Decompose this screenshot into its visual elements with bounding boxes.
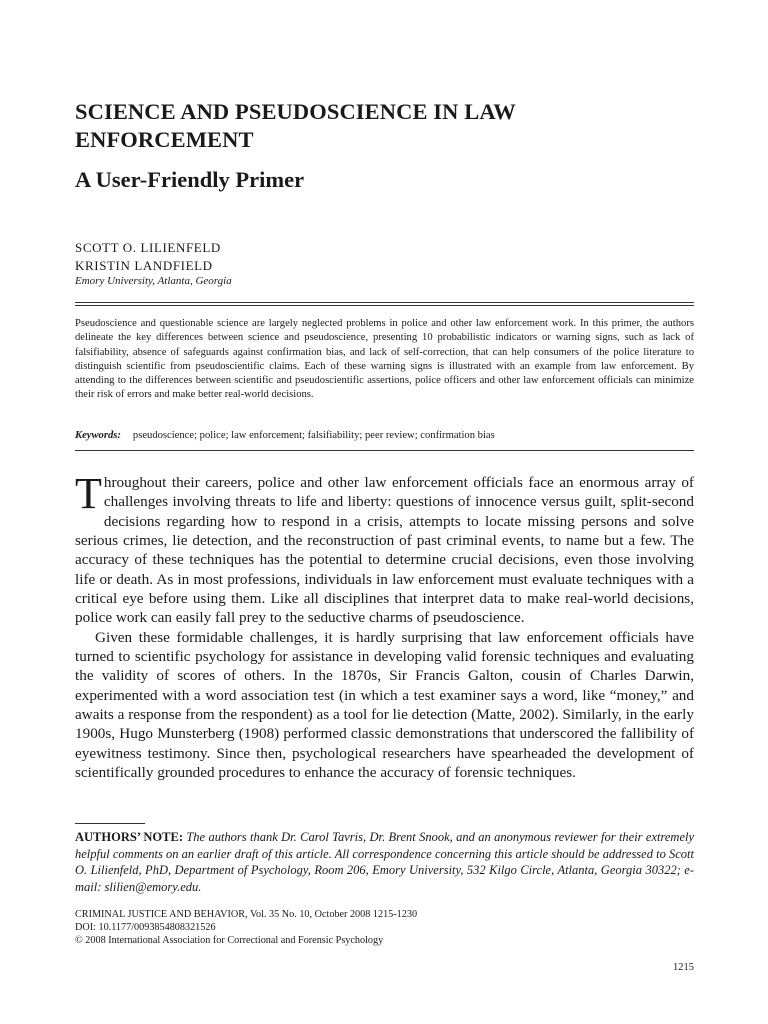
- abstract-top-rule: [75, 302, 694, 303]
- author-name: SCOTT O. LILIENFELD: [75, 240, 221, 255]
- page-number: 1215: [673, 962, 694, 973]
- author-name: KRISTIN LANDFIELD: [75, 258, 213, 273]
- author-affiliation: Emory University, Atlanta, Georgia: [75, 275, 232, 287]
- authors-note-text: The authors thank Dr. Carol Tavris, Dr. Brent Snook, and an anonymous reviewer for their extremely helpful comments on an earlier draft of this article. All correspondence concerning this article should be addressed to Scott O. Lilienfeld, PhD, Department of Psychology, Room 206, Emory University, 532 Kilgo Circle, Atlanta, Georgia 30322; e-mail: slilien@emory.edu.: [75, 830, 695, 894]
- body-paragraph: Given these formidable challenges, it is hardly surprising that law enforcement officials have turned to scientific psychology for assistance in developing valid forensic techniques and evaluating the validity of scores of others. In the 1870s, Sir Francis Galton, cousin of Charles Darwin, experimented with a word association test (in which a test examiner says a word, like “money,” and awaits a response from the respondent) as a tool for lie detection (Matte, 2002). Similarly, in the early 1900s, Hugo Munsterberg (1908) performed classic demonstrations that underscored the fallibility of eyewitness testimony. Since then, psychological researchers have spearheaded the development of scientifically grounded procedures to enhance the accuracy of forensic techniques.: [75, 628, 694, 782]
- article-subtitle: A User-Friendly Primer: [75, 167, 305, 192]
- keywords-label: Keywords:: [75, 430, 121, 441]
- drop-cap: T: [75, 469, 102, 518]
- article-title: SCIENCE AND PSEUDOSCIENCE IN LAW ENFORCEMENT: [75, 99, 516, 152]
- paragraph-text: hroughout their careers, police and other law enforcement officials face an enormous array of challenges involving threats to life and liberty: questions of innocence versus guilt, split-second decisions regarding how to respond in a crisis, attempts to locate missing persons and solve serious crimes, lie detection, and the reconstruction of past criminal events, to name but a few. The accuracy of these techniques has the potential to determine crucial decisions, even those involving life or death. As in most professions, individuals in law enforcement must evaluate techniques with a critical eye before using them. Like all disciplines that interpret data to make real-world decisions, police work can easily fall prey to the seductive charms of pseudoscience.: [75, 474, 694, 627]
- authors-note: [75, 829, 694, 895]
- keywords-text: pseudoscience; police; law enforcement; falsifiability; peer review; confirmation bias: [132, 430, 495, 441]
- authors-note-label: AUTHORS’ NOTE:: [75, 830, 183, 844]
- journal-citation: CRIMINAL JUSTICE AND BEHAVIOR, Vol. 35 No. 10, October 2008 1215-1230: [75, 909, 418, 920]
- footnote-rule: [75, 823, 145, 824]
- journal-info: [75, 909, 575, 947]
- body-paragraph: [75, 469, 694, 628]
- journal-doi: DOI: 10.1177/0093854808321526: [75, 921, 216, 933]
- article-body: [75, 469, 694, 783]
- keywords: [75, 429, 694, 443]
- journal-copyright: © 2008 International Association for Correctional and Forensic Psychology: [75, 934, 384, 946]
- abstract-bottom-rule: [75, 450, 694, 451]
- abstract: Pseudoscience and questionable science are largely neglected problems in police and other law enforcement work. In this primer, the authors delineate the key differences between science and pseudoscience, presenting 10 probabilistic indicators or warning signs, such as lack of falsifiability, absence of safeguards against confirmation bias, and lack of self-correction, that can help consumers of the police literature to distinguish scientific from pseudoscientific claims. Each of these warning signs is illustrated with an example from law enforcement. By attending to the differences between scientific and pseudoscientific assertions, police officers and other law enforcement officials can minimize their risk of errors and make better real-world decisions.: [75, 318, 694, 401]
- abstract-top-rule-double: [75, 305, 694, 306]
